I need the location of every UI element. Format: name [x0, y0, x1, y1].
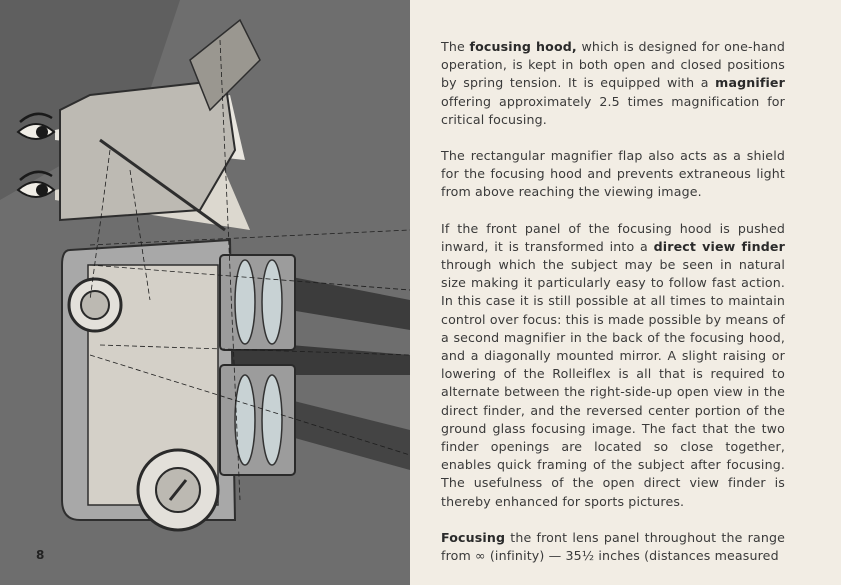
- paragraph: [441, 220, 785, 511]
- bold-term: direct view finder: [653, 238, 785, 254]
- page-number: 8: [36, 548, 45, 562]
- paragraph: [441, 529, 785, 565]
- text-run: The rectangular magnifier flap also acts as a shield for the focusing hood and prevents extraneous light from above reaching the viewing image.: [441, 148, 785, 200]
- body-text: [441, 38, 785, 583]
- paragraph: [441, 38, 785, 129]
- camera-cutaway-illustration: [0, 0, 410, 585]
- bold-term: Focusing: [441, 529, 506, 545]
- bold-term: magnifier: [715, 75, 785, 91]
- text-run: the front lens panel throughout the range from ∞ (infinity) — 35½ inches (distances measured: [441, 529, 785, 564]
- bold-term: focusing hood,: [469, 39, 577, 54]
- text-run: which is designed for one-hand operation, is kept in both open and closed positions by spring tension. It is equipped with a: [441, 39, 785, 91]
- text-run: through which the subject may be seen in natural size making it particularly easy to follow fast action. In this case it is still possible at all times to maintain control over focus: this is made possible by means of a second magnifier in the back of the focusing hood, and a diagonally mounted mirror. A slight raising or lowering of the Rolleiflex is all that is required to alternate between the right-side-up open view in the direct finder, and the reversed center portion of the ground glass focusing image. The fact that the two finder openings are located so close together, enables quick framing of the subject after focusing. The usefulness of the open direct view finder is thereby enhanced for sports pictures.: [441, 257, 785, 509]
- text-run: offering approximately 2.5 times magnification for critical focusing.: [441, 93, 785, 127]
- paragraph: [441, 147, 785, 202]
- text-run: The: [441, 39, 470, 54]
- text-run: If the front panel of the focusing hood is pushed inward, it is transformed into a: [441, 220, 785, 254]
